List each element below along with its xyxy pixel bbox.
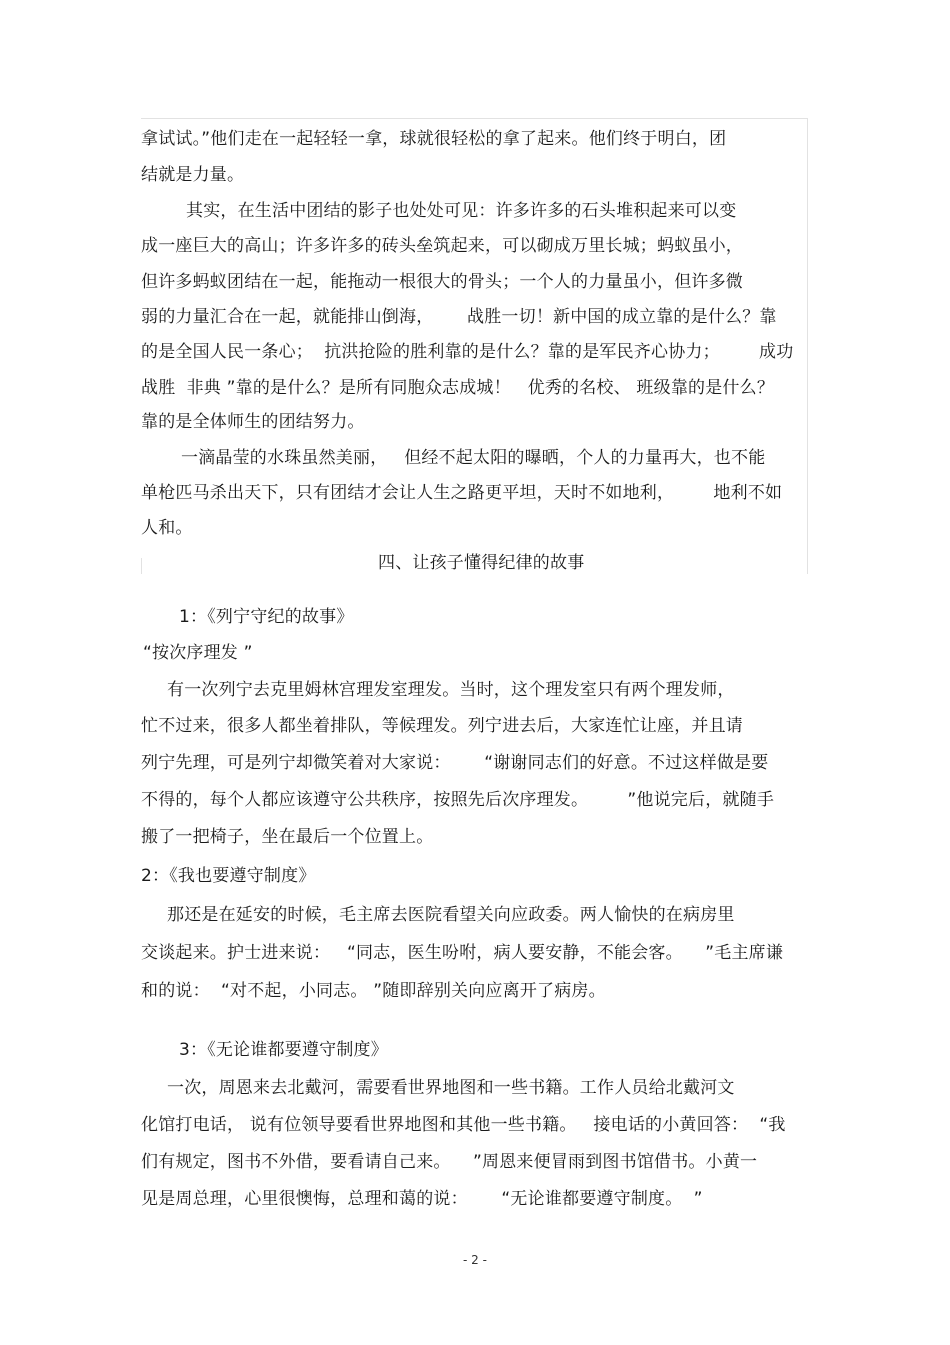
text-line: 的是全国人民一条心； 抗洪抢险的胜利靠的是什么？靠的是军民齐心协力； 成功 bbox=[141, 342, 794, 362]
text-line: 结就是力量。 bbox=[141, 165, 245, 185]
text-line: 单枪匹马杀出天下，只有团结才会让人生之路更平坦，天时不如地利， 地利不如 bbox=[141, 483, 783, 503]
text-line: 见是周总理，心里很懊悔，总理和蔼的说： “无论谁都要遵守制度。 ” bbox=[141, 1189, 703, 1209]
text-line: 们有规定，图书不外借，要看请自己来。 ”周恩来便冒雨到图书馆借书。小黄一 bbox=[141, 1152, 758, 1172]
story-title: 3：《无论谁都要遵守制度》 bbox=[179, 1040, 388, 1060]
text-line: 忙不过来，很多人都坐着排队，等候理发。列宁进去后，大家连忙让座，并且请 bbox=[141, 716, 743, 736]
text-line: 成一座巨大的高山；许多许多的砖头垒筑起来，可以砌成万里长城；蚂蚁虽小， bbox=[141, 236, 743, 256]
text-line: 但许多蚂蚁团结在一起，能拖动一根很大的骨头；一个人的力量虽小，但许多微 bbox=[141, 272, 743, 292]
text-line: 有一次列宁去克里姆林宫理发室理发。当时，这个理发室只有两个理发师， bbox=[167, 680, 735, 700]
text-line: 战胜 非典 ”靠的是什么？是所有同胞众志成城！ 优秀的名校、 班级靠的是什么？ bbox=[141, 378, 775, 398]
text-line: 拿试试。”他们走在一起轻轻一拿，球就很轻松的拿了起来。他们终于明白，团 bbox=[141, 129, 727, 149]
text-line: 一次，周恩来去北戴河，需要看世界地图和一些书籍。工作人员给北戴河文 bbox=[167, 1078, 735, 1098]
text-line: 交谈起来。护士进来说： “同志，医生吩咐，病人要安静，不能会客。 ”毛主席谦 bbox=[141, 943, 784, 963]
text-line: 化馆打电话， 说有位领导要看世界地图和其他一些书籍。 接电话的小黄回答： “我 bbox=[141, 1115, 786, 1135]
text-line: 弱的力量汇合在一起，就能排山倒海， 战胜一切！新中国的成立靠的是什么？靠 bbox=[141, 307, 777, 327]
text-line: 和的说： “对不起，小同志。 ”随即辞别关向应离开了病房。 bbox=[141, 981, 606, 1001]
frame-divider bbox=[141, 558, 142, 574]
text-line: 搬了一把椅子，坐在最后一个位置上。 bbox=[141, 827, 434, 847]
section-heading: 四、让孩子懂得纪律的故事 bbox=[378, 553, 585, 573]
text-line: 不得的，每个人都应该遵守公共秩序，按照先后次序理发。 ”他说完后，就随手 bbox=[141, 790, 775, 810]
page-number: - 2 - bbox=[463, 1253, 487, 1267]
story-subtitle: “按次序理发 ” bbox=[143, 643, 253, 663]
text-line: 靠的是全体师生的团结努力。 bbox=[141, 412, 365, 432]
text-line: 那还是在延安的时候，毛主席去医院看望关向应政委。两人愉快的在病房里 bbox=[167, 905, 735, 925]
story-title: 2：《我也要遵守制度》 bbox=[141, 866, 316, 886]
text-line: 一滴晶莹的水珠虽然美丽， 但经不起太阳的曝晒，个人的力量再大，也不能 bbox=[181, 448, 766, 468]
text-line: 其实，在生活中团结的影子也处处可见：许多许多的石头堆积起来可以变 bbox=[186, 201, 737, 221]
text-line: 列宁先理，可是列宁却微笑着对大家说： “谢谢同志们的好意。不过这样做是要 bbox=[141, 753, 769, 773]
text-line: 人和。 bbox=[141, 518, 193, 538]
story-title: 1：《列宁守纪的故事》 bbox=[179, 607, 354, 627]
